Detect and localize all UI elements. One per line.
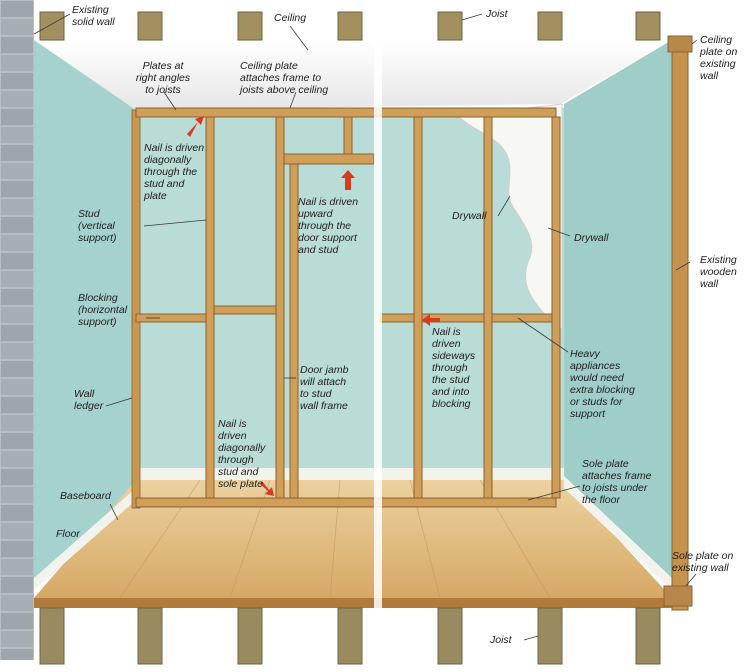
label-drywall-1: Drywall	[452, 210, 487, 222]
label-drywall-2: Drywall	[574, 232, 609, 244]
label-ceiling-plate-attaches: Ceiling plate attaches frame to joists above ceiling	[240, 60, 329, 96]
baseboard-back	[136, 468, 564, 480]
label-blocking: Blocking (horizontal support)	[78, 292, 128, 328]
joists-bottom	[40, 608, 660, 664]
label-sole-plate-existing: Sole plate on existing wall	[672, 550, 734, 574]
label-baseboard: Baseboard	[60, 490, 111, 502]
label-sole-plate-attaches: Sole plate attaches frame to joists under the floor	[582, 458, 652, 506]
sole-plate	[136, 498, 556, 507]
label-nail-diagonal-stud-plate: Nail is driven diagonally through the stud and plate	[144, 142, 205, 202]
ceiling-plate-existing	[668, 36, 692, 52]
joists-top	[40, 12, 660, 40]
label-floor: Floor	[56, 528, 80, 540]
label-joist-bottom: Joist	[490, 634, 512, 646]
label-door-jamb: Door jamb will attach to stud wall frame	[300, 364, 349, 412]
floor-edge	[34, 598, 672, 608]
stud	[484, 117, 492, 498]
stud	[414, 117, 422, 498]
sole-plate-existing	[664, 586, 692, 606]
label-plates-right-angles: Plates at right angles to joists	[135, 60, 191, 96]
label-ceiling-plate-existing: Ceiling plate on existing wall	[700, 34, 738, 82]
label-existing-wooden-wall: Existing wooden wall	[700, 254, 737, 290]
wall-ledger	[132, 110, 140, 508]
blocking	[214, 306, 276, 314]
blocking	[380, 314, 414, 322]
label-joist-top: Joist	[486, 8, 508, 20]
ceiling-plate	[136, 108, 556, 117]
door-header	[284, 154, 374, 164]
label-ceiling: Ceiling	[274, 12, 307, 24]
stud	[276, 117, 284, 498]
label-heavy-appliances: Heavy appliances would need extra blocking or studs for support	[570, 348, 635, 420]
label-nail-upward: Nail is driven upward through the door support and stud	[298, 196, 359, 256]
label-stud: Stud (vertical support)	[78, 208, 117, 244]
stud	[344, 117, 352, 157]
existing-solid-wall	[0, 0, 34, 660]
door-stud	[290, 160, 298, 498]
page-gutter	[374, 0, 382, 672]
label-nail-sideways: Nail is driven sideways through the stud and into blocking	[432, 326, 476, 410]
label-wall-ledger: Wall ledger	[74, 388, 104, 412]
stud	[206, 117, 214, 498]
label-existing-solid-wall: Existing solid wall	[72, 4, 115, 28]
existing-wooden-wall	[672, 40, 688, 610]
label-nail-diagonal-sole: Nail is driven diagonally through stud and sole plate	[218, 418, 266, 490]
stud	[552, 117, 560, 498]
